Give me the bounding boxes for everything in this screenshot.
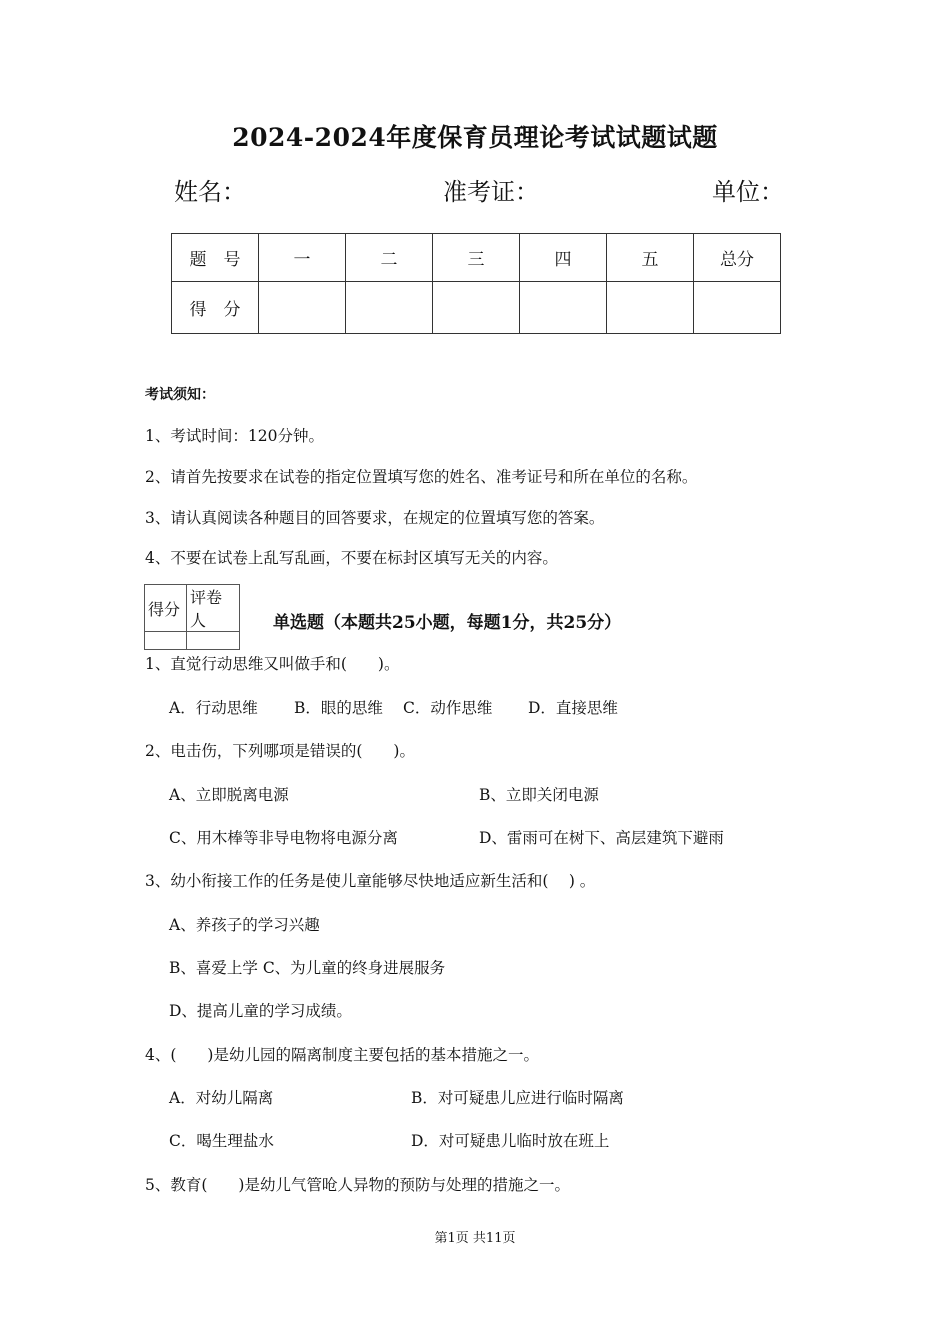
notice-item: 4、不要在试卷上乱写乱画，不要在标封区填写无关的内容。 <box>145 549 558 567</box>
option[interactable]: B、喜爱上学 C、为儿童的终身进展服务 <box>169 959 446 977</box>
score-header-cell: 总分 <box>694 234 781 282</box>
score-cell[interactable] <box>259 282 346 334</box>
score-cell[interactable] <box>433 282 520 334</box>
score-table-score-row <box>172 282 781 334</box>
notice-heading: 考试须知： <box>145 387 215 403</box>
grader-score-label: 得分 <box>145 585 187 632</box>
grader-score-cell[interactable] <box>145 632 187 650</box>
grader-name-label: 评卷人 <box>187 585 240 632</box>
option[interactable]: B．对可疑患儿应进行临时隔离 <box>411 1089 624 1107</box>
option[interactable]: B．眼的思维 <box>294 699 383 717</box>
score-table-header-row <box>172 234 781 282</box>
option[interactable]: D、雷雨可在树下、高层建筑下避雨 <box>479 829 724 847</box>
name-label: 姓名： <box>174 178 246 206</box>
notice-item: 3、请认真阅读各种题目的回答要求，在规定的位置填写您的答案。 <box>145 509 605 527</box>
grader-name-cell[interactable] <box>187 632 240 650</box>
option[interactable]: B、立即关闭电源 <box>479 786 599 804</box>
option[interactable]: A、养孩子的学习兴趣 <box>169 916 320 934</box>
option[interactable]: D、提高儿童的学习成绩。 <box>169 1002 352 1020</box>
score-header-cell: 二 <box>346 234 433 282</box>
notice-item: 2、请首先按要求在试卷的指定位置填写您的姓名、准考证号和所在单位的名称。 <box>145 468 698 486</box>
question-stem: 2、电击伤，下列哪项是错误的( )。 <box>145 742 415 760</box>
question-stem: 5、教育( )是幼儿气管呛人异物的预防与处理的措施之一。 <box>145 1176 570 1194</box>
option[interactable]: A、立即脱离电源 <box>169 786 289 804</box>
score-cell[interactable] <box>694 282 781 334</box>
page-footer: 第1页 共11页 <box>434 1231 516 1246</box>
option[interactable]: D．直接思维 <box>528 699 618 717</box>
score-header-cell: 题 号 <box>172 234 259 282</box>
score-row-label: 得 分 <box>172 282 259 334</box>
option[interactable]: D．对可疑患儿临时放在班上 <box>411 1132 610 1150</box>
exam-id-label: 准考证： <box>443 178 539 206</box>
option[interactable]: C．喝生理盐水 <box>169 1132 274 1150</box>
score-cell[interactable] <box>346 282 433 334</box>
unit-label: 单位： <box>712 178 784 206</box>
question-stem: 1、直觉行动思维又叫做手和( )。 <box>145 655 400 673</box>
option[interactable]: C．动作思维 <box>403 699 493 717</box>
score-header-cell: 一 <box>259 234 346 282</box>
notice-item: 1、考试时间：120分钟。 <box>145 427 324 445</box>
score-header-cell: 四 <box>520 234 607 282</box>
score-header-cell: 三 <box>433 234 520 282</box>
score-cell[interactable] <box>607 282 694 334</box>
option[interactable]: C、用木棒等非导电物将电源分离 <box>169 829 398 847</box>
option[interactable]: A．行动思维 <box>169 699 258 717</box>
score-cell[interactable] <box>520 282 607 334</box>
option[interactable]: A．对幼儿隔离 <box>169 1089 274 1107</box>
question-stem: 3、幼小衔接工作的任务是使儿童能够尽快地适应新生活和( ) 。 <box>145 872 596 890</box>
section-title: 单选题（本题共25小题，每题1分，共25分） <box>273 613 622 633</box>
page-title: 2024-2024年度保育员理论考试试题试题 <box>232 123 718 152</box>
grader-box <box>144 584 240 650</box>
score-table <box>171 233 781 334</box>
question-stem: 4、( )是幼儿园的隔离制度主要包括的基本措施之一。 <box>145 1046 539 1064</box>
score-header-cell: 五 <box>607 234 694 282</box>
